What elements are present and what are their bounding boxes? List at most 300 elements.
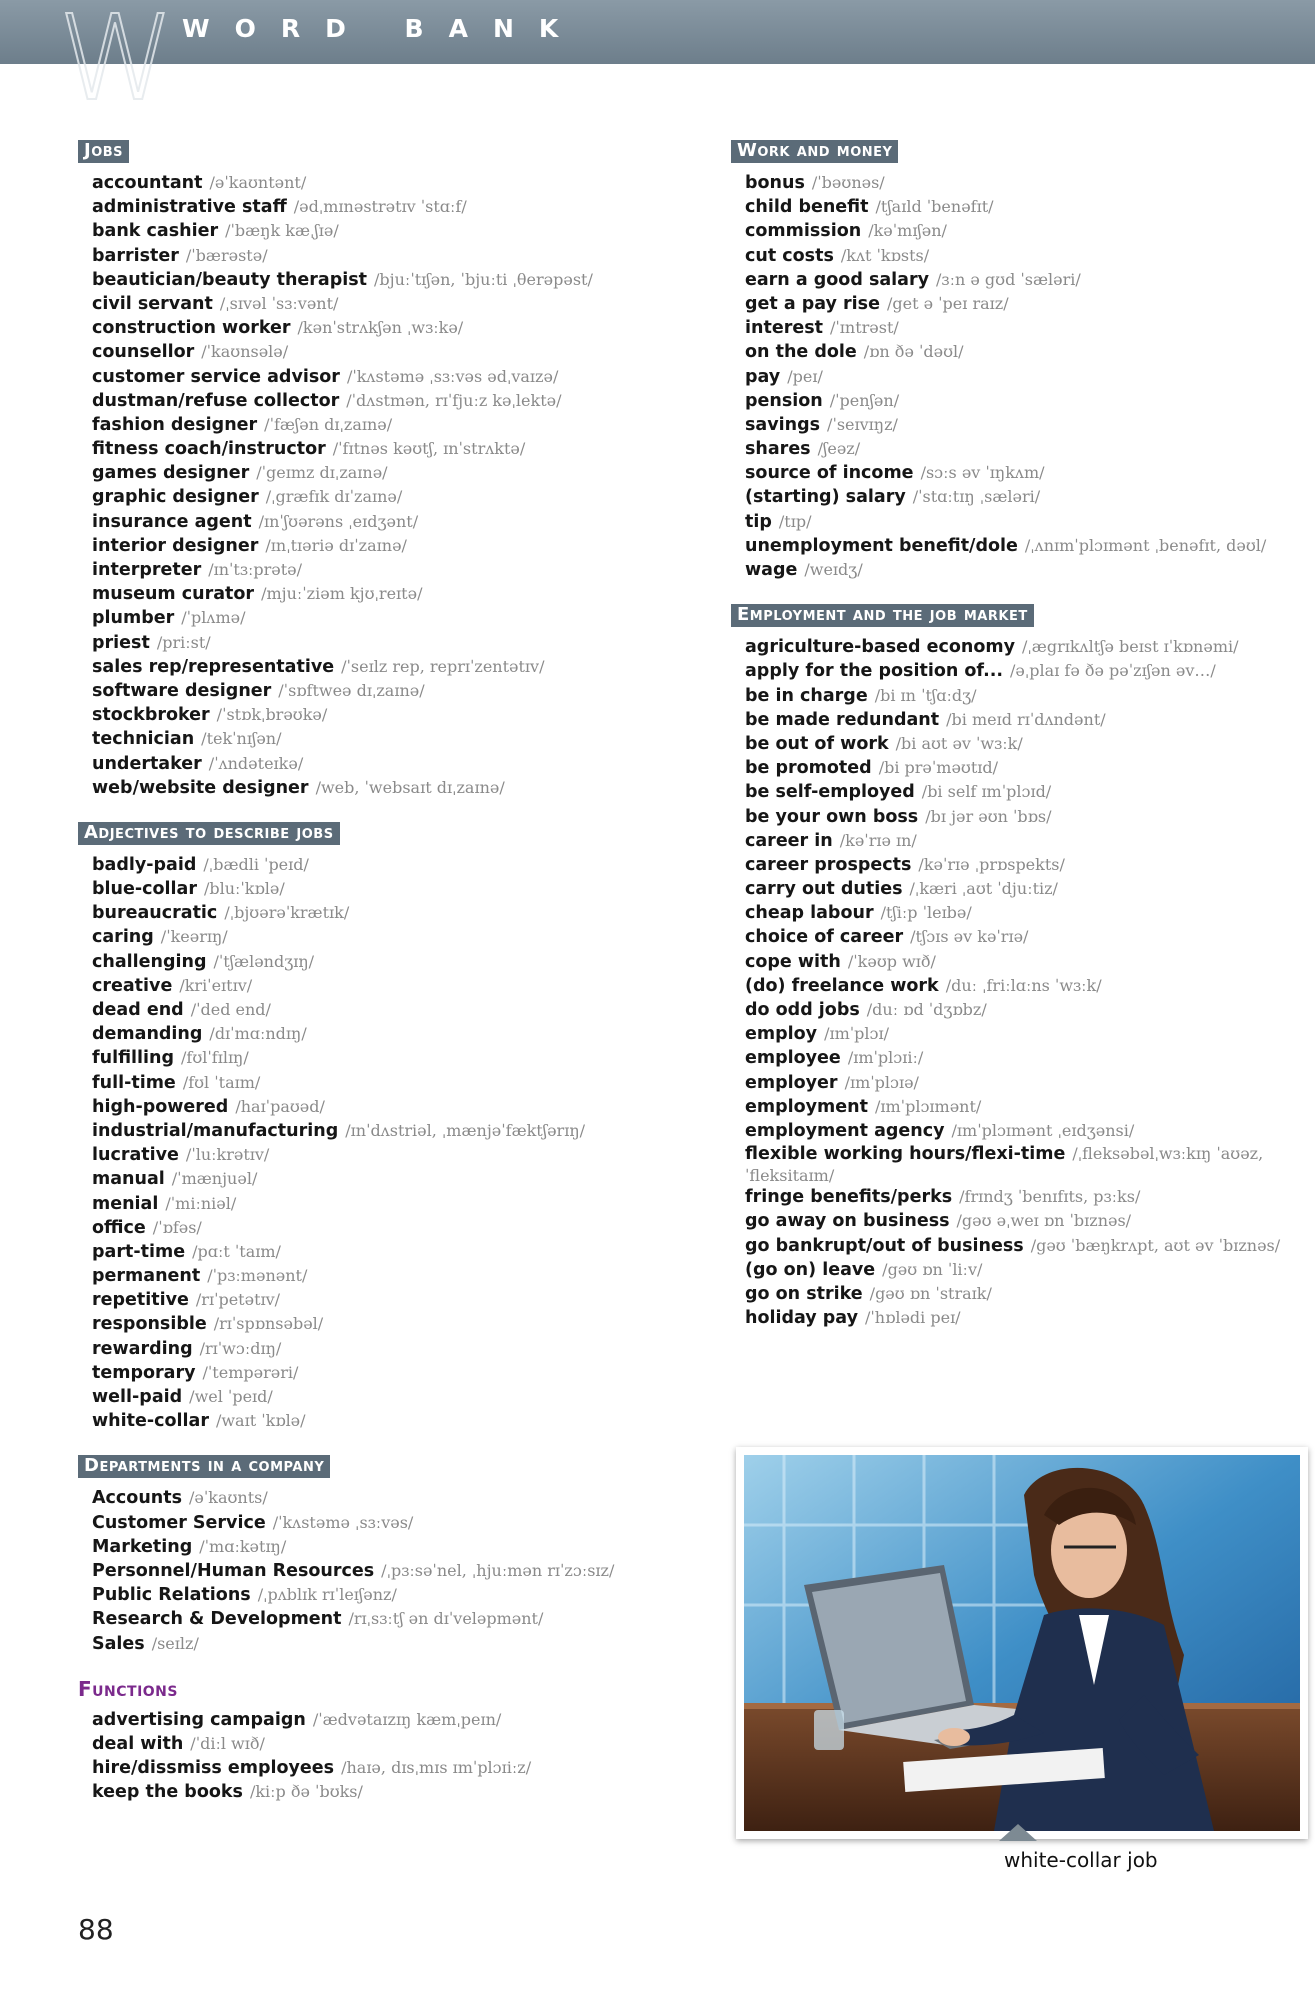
list-item — [92, 195, 618, 219]
vocab-term: games designer — [92, 463, 250, 484]
phonetic-transcription: /gəʊ ɒn ˈstraɪk/ — [869, 1283, 992, 1303]
right-column — [731, 140, 1291, 1352]
photo-frame — [736, 1447, 1308, 1839]
vocab-term: responsible — [92, 1314, 207, 1335]
vocab-term: repetitive — [92, 1290, 189, 1311]
vocab-term: career in — [745, 830, 833, 851]
list-item — [745, 1071, 1291, 1095]
vocab-term: beautician/beauty therapist — [92, 269, 368, 290]
list-item — [92, 703, 618, 727]
list-item — [92, 655, 618, 679]
phonetic-transcription: /frɪndʒ ˈbenɪfɪts, pɜːks/ — [959, 1187, 1141, 1207]
list-item — [745, 1185, 1291, 1209]
list-item — [92, 171, 618, 195]
phonetic-transcription: /ˈdʌstmən, rɪˈfjuːz kəˌlektə/ — [346, 390, 562, 410]
list-item — [92, 340, 618, 364]
list-item — [92, 1095, 618, 1119]
phonetic-transcription: /sɔːs əv ˈɪŋkʌm/ — [920, 463, 1045, 483]
phonetic-transcription: /ˌpɜːsəˈnel, ˌhjuːmən rɪˈzɔːsɪz/ — [381, 1560, 615, 1580]
phonetic-transcription: /ˈpɜːmənənt/ — [207, 1266, 308, 1286]
vocab-term: counsellor — [92, 342, 195, 363]
vocab-term: menial — [92, 1193, 159, 1214]
phonetic-transcription: /ɪmˈplɔɪ/ — [824, 1024, 889, 1044]
phonetic-transcription: /rɪˈspɒnsəbəl/ — [213, 1314, 324, 1334]
list-item — [745, 829, 1291, 853]
vocab-term: deal with — [92, 1733, 184, 1754]
list-item — [92, 1119, 618, 1143]
section-heading: Jobs — [78, 140, 129, 163]
list-item — [92, 752, 618, 776]
phonetic-transcription: /ɪnˌtɪəriə dɪˈzaɪnə/ — [265, 535, 407, 555]
list-item — [745, 340, 1291, 364]
phonetic-transcription: /tekˈnɪʃən/ — [201, 729, 282, 749]
vocab-term: career prospects — [745, 854, 912, 875]
vocab-term: office — [92, 1217, 146, 1238]
list-item — [745, 292, 1291, 316]
phonetic-transcription: /ˈhɒlədi peɪ/ — [864, 1308, 961, 1328]
phonetic-transcription: /bi self ɪmˈplɔɪd/ — [921, 782, 1052, 802]
list-item — [745, 877, 1291, 901]
phonetic-transcription: /tʃɔɪs əv kəˈrɪə/ — [910, 927, 1029, 947]
list-item — [92, 1143, 618, 1167]
phonetic-transcription: /ɪnˈtɜːprətə/ — [208, 560, 303, 579]
list-item — [745, 244, 1291, 268]
phonetic-transcription: /ˈtʃæləndʒɪŋ/ — [213, 951, 315, 971]
entry-list — [78, 1708, 618, 1805]
list-item — [92, 316, 618, 340]
phonetic-transcription: /priːst/ — [156, 632, 211, 652]
vocab-term: advertising campaign — [92, 1709, 306, 1730]
list-item — [745, 659, 1291, 683]
list-item — [92, 1732, 618, 1756]
list-item — [92, 461, 618, 485]
phonetic-transcription: /kəˈrɪə ɪn/ — [839, 830, 917, 850]
vocab-term: go bankrupt/out of business — [745, 1235, 1024, 1256]
page-number: 88 — [78, 1913, 114, 1946]
vocab-term: fringe benefits/perks — [745, 1187, 953, 1208]
phonetic-transcription: /fʊlˈfɪlɪŋ/ — [181, 1048, 249, 1068]
vocab-term: white-collar — [92, 1411, 209, 1432]
phonetic-transcription: /duː ɒd ˈdʒɒbz/ — [866, 1000, 987, 1019]
vocab-term: dead end — [92, 1000, 184, 1020]
vocab-term: shares — [745, 439, 811, 460]
vocab-term: be self-employed — [745, 782, 915, 803]
entry-list — [78, 171, 618, 800]
vocab-term: customer service advisor — [92, 366, 340, 387]
vocab-term: sales rep/representative — [92, 656, 335, 677]
section-heading: Adjectives to describe jobs — [78, 822, 340, 845]
list-item — [745, 413, 1291, 437]
vocab-term: civil servant — [92, 293, 213, 314]
phonetic-transcription: /kriˈeɪtɪv/ — [179, 975, 253, 995]
phonetic-transcription: /ɪmˈplɔɪiː/ — [847, 1048, 924, 1068]
list-item — [92, 1559, 618, 1583]
list-item — [92, 1264, 618, 1288]
phonetic-transcription: /ɪmˈplɔɪmənt ˌeɪdʒənsi/ — [951, 1120, 1135, 1140]
phonetic-transcription: /ˌbjʊərəˈkrætɪk/ — [224, 903, 350, 923]
page-header — [0, 0, 1315, 127]
list-item — [92, 1337, 618, 1361]
phonetic-transcription: /ˈgeɪmz dɪˌzaɪnə/ — [256, 463, 388, 483]
list-item — [92, 1167, 618, 1191]
phonetic-transcription: /ˈkəʊp wɪð/ — [847, 951, 936, 971]
phonetic-transcription: /rɪˈpetətɪv/ — [195, 1290, 281, 1310]
section-heading: Departments in a company — [78, 1455, 330, 1478]
phonetic-transcription: /ədˌmɪnəstrətɪv ˈstɑːf/ — [293, 197, 467, 217]
phonetic-transcription: /duː ˌfriːlɑːns ˈwɜːk/ — [945, 975, 1102, 995]
vocab-term: fitness coach/instructor — [92, 439, 326, 460]
vocab-term: employer — [745, 1072, 838, 1093]
vocab-term: employment — [745, 1096, 868, 1117]
list-item — [92, 292, 618, 316]
vocab-term: cut costs — [745, 245, 834, 266]
vocab-term: Marketing — [92, 1536, 193, 1557]
vocab-term: graphic designer — [92, 487, 259, 508]
vocab-term: savings — [745, 414, 821, 435]
vocab-term: Accounts — [92, 1488, 183, 1509]
decorative-initial: W — [58, 0, 175, 127]
list-item — [92, 1756, 618, 1780]
list-item — [92, 413, 618, 437]
list-item — [745, 901, 1291, 925]
list-item — [92, 1022, 618, 1046]
vocab-term: museum curator — [92, 584, 255, 605]
section-heading: Work and money — [731, 140, 898, 163]
list-item — [92, 1216, 618, 1240]
vocab-term: construction worker — [92, 318, 291, 339]
list-item — [92, 925, 618, 949]
list-item — [92, 534, 618, 558]
list-item — [92, 1192, 618, 1216]
phonetic-transcription: /web, ˈwebsaɪt dɪˌzaɪnə/ — [315, 777, 505, 797]
phonetic-transcription: /bi aʊt əv ˈwɜːk/ — [895, 733, 1023, 753]
phonetic-transcription: /ˈtempərəri/ — [202, 1362, 299, 1382]
vocab-term: do odd jobs — [745, 1000, 860, 1020]
vocab-term: priest — [92, 632, 150, 653]
vocab-term: cope with — [745, 951, 841, 972]
list-item — [92, 365, 618, 389]
phonetic-transcription: /ɪmˈplɔɪə/ — [844, 1072, 919, 1092]
page-title: WORD BANK — [182, 14, 584, 43]
list-item — [92, 1583, 618, 1607]
list-item — [745, 437, 1291, 461]
phonetic-transcription: /ˈɒfəs/ — [152, 1217, 202, 1237]
vocab-term: Research & Development — [92, 1609, 342, 1630]
list-item — [745, 510, 1291, 534]
list-item — [92, 582, 618, 606]
list-item — [745, 558, 1291, 582]
list-item — [745, 1209, 1291, 1233]
vocab-term: temporary — [92, 1362, 196, 1383]
phonetic-transcription: /gəʊ ɒn ˈliːv/ — [882, 1259, 983, 1279]
phonetic-transcription: /əˈkaʊnts/ — [189, 1488, 268, 1508]
vocab-term: (go on) leave — [745, 1259, 876, 1280]
list-item — [92, 219, 618, 243]
vocab-term: hire/dissmiss employees — [92, 1758, 335, 1779]
list-item — [745, 365, 1291, 389]
vocab-term: bank cashier — [92, 221, 219, 242]
vocab-term: commission — [745, 221, 862, 242]
phonetic-transcription: /pɑːt ˈtaɪm/ — [192, 1241, 281, 1261]
phonetic-transcription: /rɪˌsɜːtʃ ən dɪˈveləpmənt/ — [348, 1609, 544, 1629]
vocab-term: plumber — [92, 608, 175, 629]
phonetic-transcription: /ɜːn ə gʊd ˈsæləri/ — [936, 269, 1081, 289]
phonetic-transcription: /ˈstɒkˌbrəʊkə/ — [216, 705, 328, 725]
phonetic-transcription: /ʃeəz/ — [817, 439, 861, 459]
phonetic-transcription: /kiːp ðə ˈbʊks/ — [249, 1782, 363, 1802]
list-item — [745, 1143, 1291, 1185]
phonetic-transcription: /wel ˈpeɪd/ — [189, 1387, 273, 1406]
caption-pointer — [999, 1824, 1037, 1841]
list-item — [92, 606, 618, 630]
vocab-term: badly-paid — [92, 854, 197, 875]
phonetic-transcription: /əˈkaʊntənt/ — [209, 173, 307, 192]
vocab-term: fulfilling — [92, 1048, 175, 1069]
list-item — [745, 708, 1291, 732]
phonetic-transcription: /weɪdʒ/ — [804, 560, 863, 579]
vocab-term: choice of career — [745, 927, 904, 948]
list-item — [92, 631, 618, 655]
entry-list — [78, 853, 618, 1434]
list-item — [745, 171, 1291, 195]
vocab-term: software designer — [92, 680, 272, 701]
phonetic-transcription: /ˈpenʃən/ — [829, 390, 900, 410]
section-employment-and-the-job-market — [731, 604, 1291, 1330]
section-work-and-money — [731, 140, 1291, 582]
phonetic-transcription: /ˈstɑːtɪŋ ˌsæləri/ — [912, 487, 1041, 507]
vocab-term: Personnel/Human Resources — [92, 1560, 375, 1581]
vocab-term: part-time — [92, 1241, 186, 1262]
list-item — [92, 1288, 618, 1312]
phonetic-transcription: /bi meɪd rɪˈdʌndənt/ — [946, 709, 1106, 729]
vocab-term: creative — [92, 975, 173, 996]
vocab-term: (do) freelance work — [745, 975, 939, 996]
list-item — [745, 635, 1291, 659]
phonetic-transcription: /gəʊ ˈbæŋkrʌpt, aʊt əv ˈbɪznəs/ — [1030, 1235, 1281, 1255]
list-item — [92, 268, 618, 292]
vocab-term: barrister — [92, 245, 179, 266]
phonetic-transcription: /ɪnˈdʌstriəl, ˌmænjəˈfæktʃərɪŋ/ — [345, 1120, 586, 1140]
phonetic-transcription: /ˌʌnɪmˈplɔɪmənt ˌbenəfɪt, dəʊl/ — [1024, 535, 1267, 555]
phonetic-transcription: /ˌbædli ˈpeɪd/ — [203, 854, 309, 874]
list-item — [745, 998, 1291, 1022]
vocab-term: be made redundant — [745, 709, 940, 730]
list-item — [745, 1119, 1291, 1143]
phonetic-transcription: /mjuːˈziəm kjʊˌreɪtə/ — [261, 584, 423, 604]
phonetic-transcription: /kʌt ˈkɒsts/ — [840, 245, 930, 265]
vocab-term: agriculture-based economy — [745, 637, 1016, 658]
list-item — [745, 485, 1291, 509]
phonetic-transcription: /ˈseɪvɪŋz/ — [827, 414, 898, 434]
phonetic-transcription: /ˌfleksəbəlˌwɜːkɪŋ ˈaʊəz, ˈfleksitaɪm/ — [745, 1144, 1264, 1186]
list-item — [92, 485, 618, 509]
phonetic-transcription: /kəˈmɪʃən/ — [868, 221, 947, 241]
vocab-term: manual — [92, 1169, 165, 1190]
phonetic-transcription: /get ə ˈpeɪ raɪz/ — [886, 293, 1009, 313]
list-item — [745, 780, 1291, 804]
vocab-term: technician — [92, 729, 195, 750]
vocab-term: child benefit — [745, 197, 869, 218]
list-item — [745, 1258, 1291, 1282]
entry-list — [731, 635, 1291, 1330]
section-adjectives-to-describe-jobs — [78, 822, 618, 1434]
vocab-term: source of income — [745, 463, 914, 484]
list-item — [92, 1708, 618, 1732]
section-jobs — [78, 140, 618, 800]
list-item — [92, 1632, 618, 1656]
list-item — [92, 679, 618, 703]
phonetic-transcription: /bjuːˈtɪʃən, ˈbjuːti ˌθerəpəst/ — [374, 269, 593, 289]
list-item — [92, 1312, 618, 1336]
phonetic-transcription: /əˌplaɪ fə ðə pəˈzɪʃən əv…/ — [1010, 661, 1216, 681]
vocab-term: be promoted — [745, 758, 872, 779]
vocab-term: Public Relations — [92, 1585, 251, 1606]
list-item — [745, 1095, 1291, 1119]
phonetic-transcription: /rɪˈwɔːdɪŋ/ — [199, 1338, 282, 1358]
phonetic-transcription: /ˈplʌmə/ — [181, 608, 246, 628]
list-item — [92, 1511, 618, 1535]
vocab-term: Sales — [92, 1633, 145, 1654]
phonetic-transcription: /ˌkæri ˌaʊt ˈdjuːtiz/ — [909, 879, 1058, 899]
vocab-term: full-time — [92, 1072, 176, 1093]
list-item — [745, 1282, 1291, 1306]
list-item — [745, 974, 1291, 998]
phonetic-transcription: /ˈbærəstə/ — [185, 245, 268, 265]
vocab-term: permanent — [92, 1266, 201, 1287]
vocab-term: earn a good salary — [745, 269, 930, 290]
phonetic-transcription: /ˈded end/ — [190, 1000, 271, 1019]
vocab-term: challenging — [92, 951, 207, 972]
vocab-term: stockbroker — [92, 705, 210, 726]
list-item — [745, 316, 1291, 340]
vocab-term: keep the books — [92, 1782, 243, 1803]
list-item — [92, 998, 618, 1022]
phonetic-transcription: /ɪnˈʃʊərəns ˌeɪdʒənt/ — [258, 511, 419, 531]
vocab-term: interior designer — [92, 535, 259, 556]
list-item — [745, 195, 1291, 219]
list-item — [92, 1780, 618, 1804]
list-item — [92, 510, 618, 534]
vocab-term: caring — [92, 927, 154, 948]
vocab-term: bonus — [745, 173, 805, 193]
phonetic-transcription: /kəˈrɪə ˌprɒspekts/ — [918, 854, 1065, 874]
vocab-term: holiday pay — [745, 1308, 858, 1329]
section-departments-in-a-company — [78, 1455, 618, 1655]
list-item — [745, 925, 1291, 949]
list-item — [92, 1535, 618, 1559]
phonetic-transcription: /tʃaɪld ˈbenəfɪt/ — [875, 197, 994, 217]
vocab-term: cheap labour — [745, 903, 874, 924]
phonetic-transcription: /ˈædvətaɪzɪŋ kæmˌpeɪn/ — [312, 1709, 502, 1729]
list-item — [745, 1234, 1291, 1258]
vocab-term: be in charge — [745, 685, 868, 706]
list-item — [745, 219, 1291, 243]
vocab-term: lucrative — [92, 1145, 179, 1166]
vocab-term: employment agency — [745, 1120, 945, 1141]
left-column — [78, 140, 618, 1826]
section-functions — [78, 1678, 618, 1805]
vocab-term: tip — [745, 511, 772, 532]
list-item — [745, 1306, 1291, 1330]
list-item — [92, 1409, 618, 1433]
list-item — [92, 1046, 618, 1070]
vocab-term: high-powered — [92, 1096, 229, 1117]
vocab-term: employ — [745, 1024, 818, 1045]
vocab-term: go away on business — [745, 1211, 950, 1232]
phonetic-transcription: /bɪ jər əʊn ˈbɒs/ — [925, 806, 1052, 826]
phonetic-transcription: /ˈdiːl wɪð/ — [190, 1733, 265, 1753]
list-item — [745, 684, 1291, 708]
list-item — [745, 1046, 1291, 1070]
vocab-term: rewarding — [92, 1338, 193, 1359]
list-item — [92, 877, 618, 901]
phonetic-transcription: /ˈfɪtnəs kəʊtʃ, ɪnˈstrʌktə/ — [332, 439, 526, 459]
list-item — [92, 950, 618, 974]
section-heading: Employment and the job market — [731, 604, 1034, 627]
phonetic-transcription: /bluːˈkɒlə/ — [203, 879, 285, 899]
phonetic-transcription: /ˈbæŋk kæˌʃɪə/ — [225, 221, 339, 241]
phonetic-transcription: /ˈkʌstəmə ˌsɜːvəs ədˌvaɪzə/ — [346, 366, 559, 386]
vocab-term: well-paid — [92, 1387, 183, 1407]
list-item — [745, 461, 1291, 485]
vocab-term: employee — [745, 1048, 841, 1069]
vocab-term: be out of work — [745, 733, 889, 754]
list-item — [745, 389, 1291, 413]
vocab-term: bureaucratic — [92, 903, 218, 924]
phonetic-transcription: /ˈmænjuəl/ — [171, 1169, 258, 1189]
list-item — [745, 950, 1291, 974]
list-item — [92, 1240, 618, 1264]
phonetic-transcription: /ˈfæʃən dɪˌzaɪnə/ — [264, 414, 393, 434]
phonetic-transcription: /seɪlz/ — [151, 1633, 199, 1653]
phonetic-transcription: /bi prəˈməʊtɪd/ — [878, 758, 999, 778]
vocab-term: accountant — [92, 173, 203, 193]
list-item — [92, 1385, 618, 1409]
vocab-term: pension — [745, 390, 823, 411]
vocab-term: apply for the position of... — [745, 661, 1004, 682]
phonetic-transcription: /ˈseɪlz rep, reprɪˈzentətɪv/ — [341, 656, 545, 676]
vocab-term: undertaker — [92, 753, 202, 774]
phonetic-transcription: /ˈʌndəteɪkə/ — [208, 753, 304, 773]
phonetic-transcription: /tɪp/ — [778, 511, 812, 531]
list-item — [92, 901, 618, 925]
list-item — [92, 437, 618, 461]
phonetic-transcription: /ˌgræfɪk dɪˈzaɪnə/ — [265, 487, 403, 507]
office-worker-photo — [744, 1455, 1300, 1831]
list-item — [92, 1361, 618, 1385]
list-item — [745, 268, 1291, 292]
list-item — [745, 756, 1291, 780]
vocab-term: wage — [745, 560, 798, 580]
vocab-term: fashion designer — [92, 414, 258, 435]
phonetic-transcription: /bi ɪn ˈtʃɑːdʒ/ — [874, 685, 977, 705]
list-item — [745, 732, 1291, 756]
list-item — [92, 1486, 618, 1510]
entry-list — [78, 1486, 618, 1655]
phonetic-transcription: /peɪ/ — [787, 366, 823, 386]
vocab-term: blue-collar — [92, 879, 197, 900]
vocab-term: on the dole — [745, 342, 857, 363]
phonetic-transcription: /ˈmɑːkətɪŋ/ — [199, 1536, 287, 1556]
phonetic-transcription: /haɪə, dɪsˌmɪs ɪmˈplɔɪiːz/ — [341, 1758, 532, 1778]
list-item — [92, 1071, 618, 1095]
list-item — [92, 389, 618, 413]
phonetic-transcription: /waɪt ˈkɒlə/ — [215, 1411, 306, 1431]
vocab-term: Customer Service — [92, 1512, 266, 1533]
vocab-term: industrial/manufacturing — [92, 1120, 339, 1141]
list-item — [92, 558, 618, 582]
entry-list — [731, 171, 1291, 582]
